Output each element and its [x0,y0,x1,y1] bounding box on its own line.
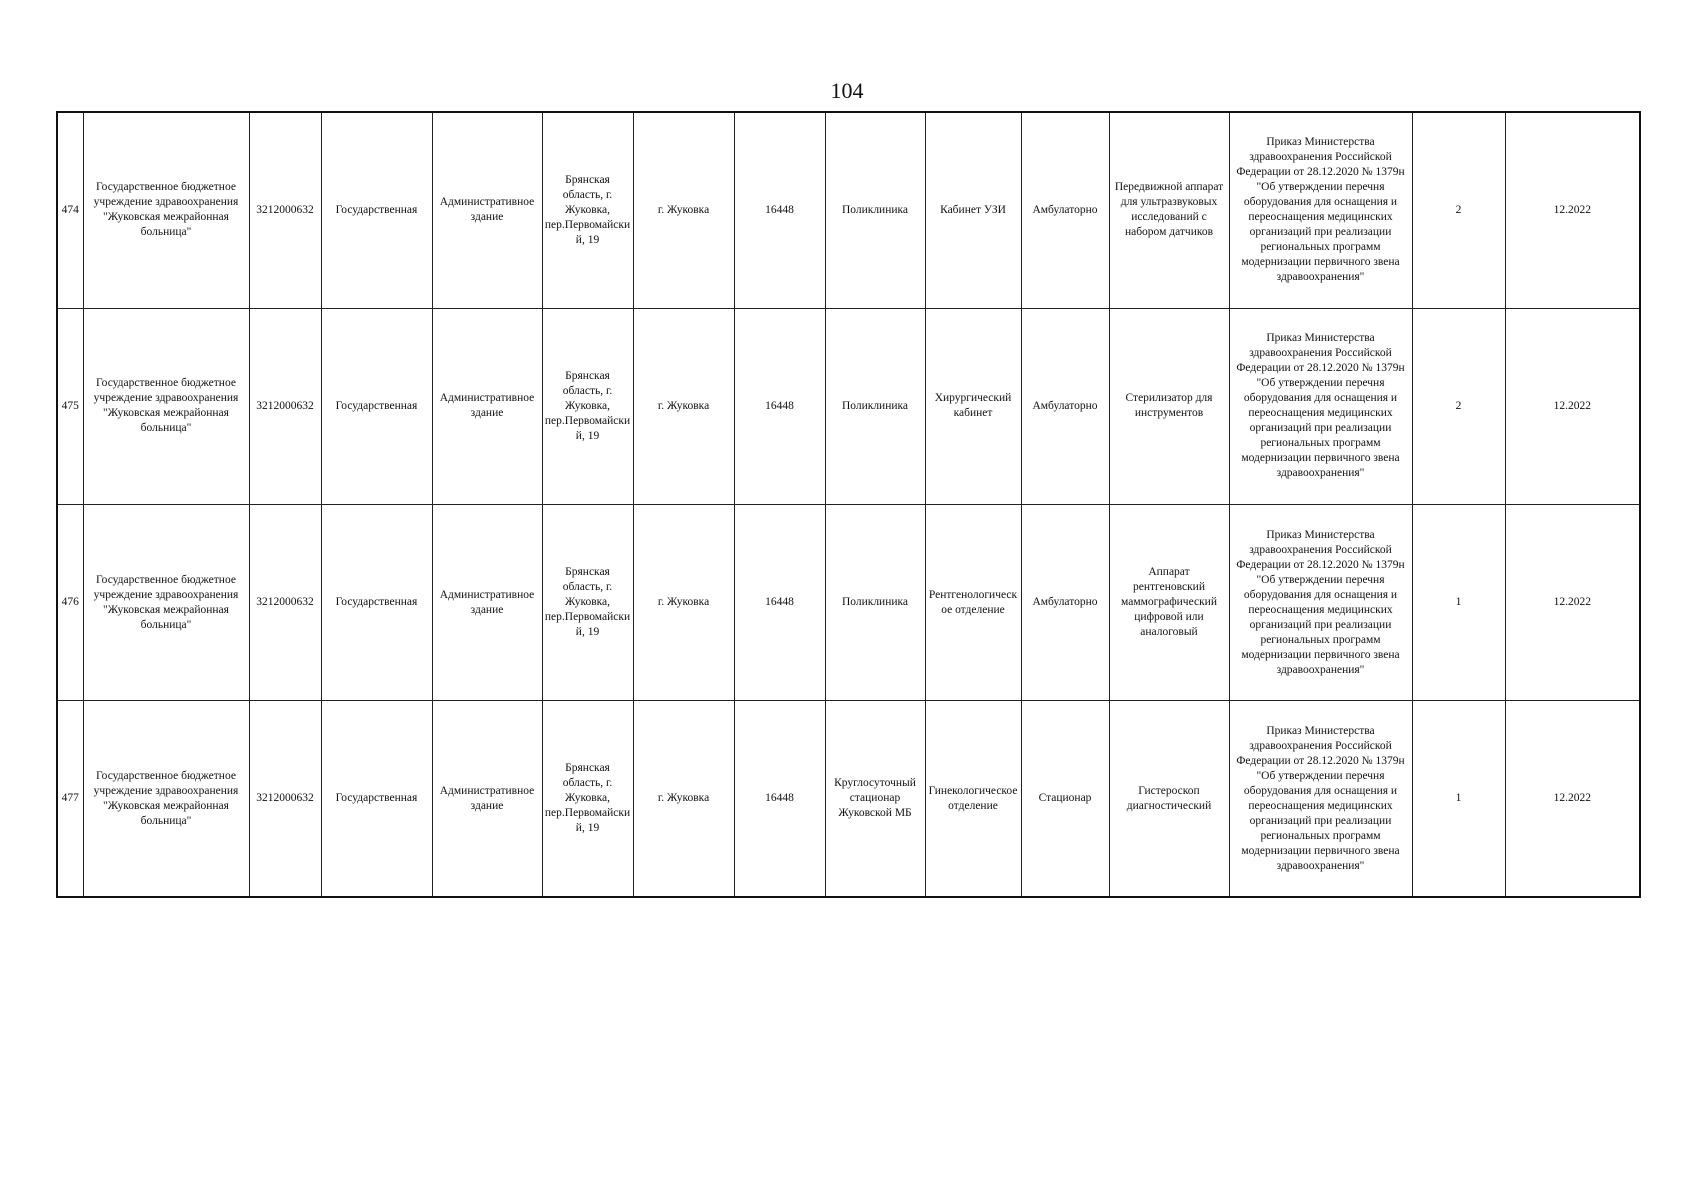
cell-department: Хирургический кабинет [925,308,1021,504]
cell-legal-basis: Приказ Министерства здравоохранения Российской Федерации от 28.12.2020 № 1379н "Об утверждении перечня оборудования для оснащения и переоснащения медицинских организаций при реализации региональных программ модернизации первичного звена здравоохранения" [1229,701,1412,897]
cell-locality: г. Жуковка [633,505,734,701]
cell-department: Рентгенологическое отделение [925,505,1021,701]
cell-institution-name: Государственное бюджетное учреждение здравоохранения "Жуковская межрайонная больница" [83,308,249,504]
cell-locality: г. Жуковка [633,701,734,897]
cell-equipment-name: Аппарат рентгеновский маммографический цифровой или аналоговый [1109,505,1229,701]
cell-building-type: Административное здание [432,701,542,897]
cell-population: 16448 [734,308,825,504]
cell-care-form: Амбулаторно [1021,308,1109,504]
cell-inn-code: 3212000632 [249,701,321,897]
cell-inn-code: 3212000632 [249,308,321,504]
cell-quantity: 1 [1412,505,1505,701]
cell-legal-basis: Приказ Министерства здравоохранения Российской Федерации от 28.12.2020 № 1379н "Об утверждении перечня оборудования для оснащения и переоснащения медицинских организаций при реализации региональных программ модернизации первичного звена здравоохранения" [1229,505,1412,701]
cell-address: Брянская область, г. Жуковка, пер.Первомайский, 19 [542,112,633,308]
cell-population: 16448 [734,112,825,308]
cell-ownership-type: Государственная [321,505,432,701]
cell-ownership-type: Государственная [321,701,432,897]
cell-institution-name: Государственное бюджетное учреждение здравоохранения "Жуковская межрайонная больница" [83,112,249,308]
table-row [57,112,1640,308]
cell-legal-basis: Приказ Министерства здравоохранения Российской Федерации от 28.12.2020 № 1379н "Об утверждении перечня оборудования для оснащения и переоснащения медицинских организаций при реализации региональных программ модернизации первичного звена здравоохранения" [1229,308,1412,504]
table-row [57,505,1640,701]
cell-population: 16448 [734,701,825,897]
cell-care-form: Амбулаторно [1021,505,1109,701]
cell-ownership-type: Государственная [321,308,432,504]
cell-population: 16448 [734,505,825,701]
cell-inn-code: 3212000632 [249,112,321,308]
cell-medical-unit: Круглосуточный стационар Жуковской МБ [825,701,925,897]
cell-ownership-type: Государственная [321,112,432,308]
cell-quantity: 2 [1412,308,1505,504]
cell-delivery-date: 12.2022 [1505,505,1640,701]
cell-locality: г. Жуковка [633,308,734,504]
cell-institution-name: Государственное бюджетное учреждение здравоохранения "Жуковская межрайонная больница" [83,505,249,701]
cell-care-form: Стационар [1021,701,1109,897]
cell-department: Кабинет УЗИ [925,112,1021,308]
cell-address: Брянская область, г. Жуковка, пер.Первомайский, 19 [542,505,633,701]
cell-delivery-date: 12.2022 [1505,308,1640,504]
equipment-registry-table [56,111,1641,898]
cell-delivery-date: 12.2022 [1505,112,1640,308]
page-number: 104 [830,78,864,103]
cell-building-type: Административное здание [432,112,542,308]
cell-building-type: Административное здание [432,505,542,701]
cell-address: Брянская область, г. Жуковка, пер.Первомайский, 19 [542,308,633,504]
cell-row-number: 474 [57,112,83,308]
table-row [57,308,1640,504]
cell-building-type: Административное здание [432,308,542,504]
cell-locality: г. Жуковка [633,112,734,308]
cell-equipment-name: Стерилизатор для инструментов [1109,308,1229,504]
cell-department: Гинекологическое отделение [925,701,1021,897]
cell-institution-name: Государственное бюджетное учреждение здравоохранения "Жуковская межрайонная больница" [83,701,249,897]
cell-care-form: Амбулаторно [1021,112,1109,308]
cell-inn-code: 3212000632 [249,505,321,701]
cell-equipment-name: Передвижной аппарат для ультразвуковых исследований с набором датчиков [1109,112,1229,308]
cell-row-number: 476 [57,505,83,701]
cell-quantity: 2 [1412,112,1505,308]
cell-row-number: 475 [57,308,83,504]
cell-delivery-date: 12.2022 [1505,701,1640,897]
cell-equipment-name: Гистероскоп диагностический [1109,701,1229,897]
cell-legal-basis: Приказ Министерства здравоохранения Российской Федерации от 28.12.2020 № 1379н "Об утверждении перечня оборудования для оснащения и переоснащения медицинских организаций при реализации региональных программ модернизации первичного звена здравоохранения" [1229,112,1412,308]
registry-rows [57,112,1640,897]
cell-medical-unit: Поликлиника [825,112,925,308]
cell-row-number: 477 [57,701,83,897]
cell-medical-unit: Поликлиника [825,505,925,701]
cell-medical-unit: Поликлиника [825,308,925,504]
cell-address: Брянская область, г. Жуковка, пер.Первомайский, 19 [542,701,633,897]
cell-quantity: 1 [1412,701,1505,897]
table-row [57,701,1640,897]
